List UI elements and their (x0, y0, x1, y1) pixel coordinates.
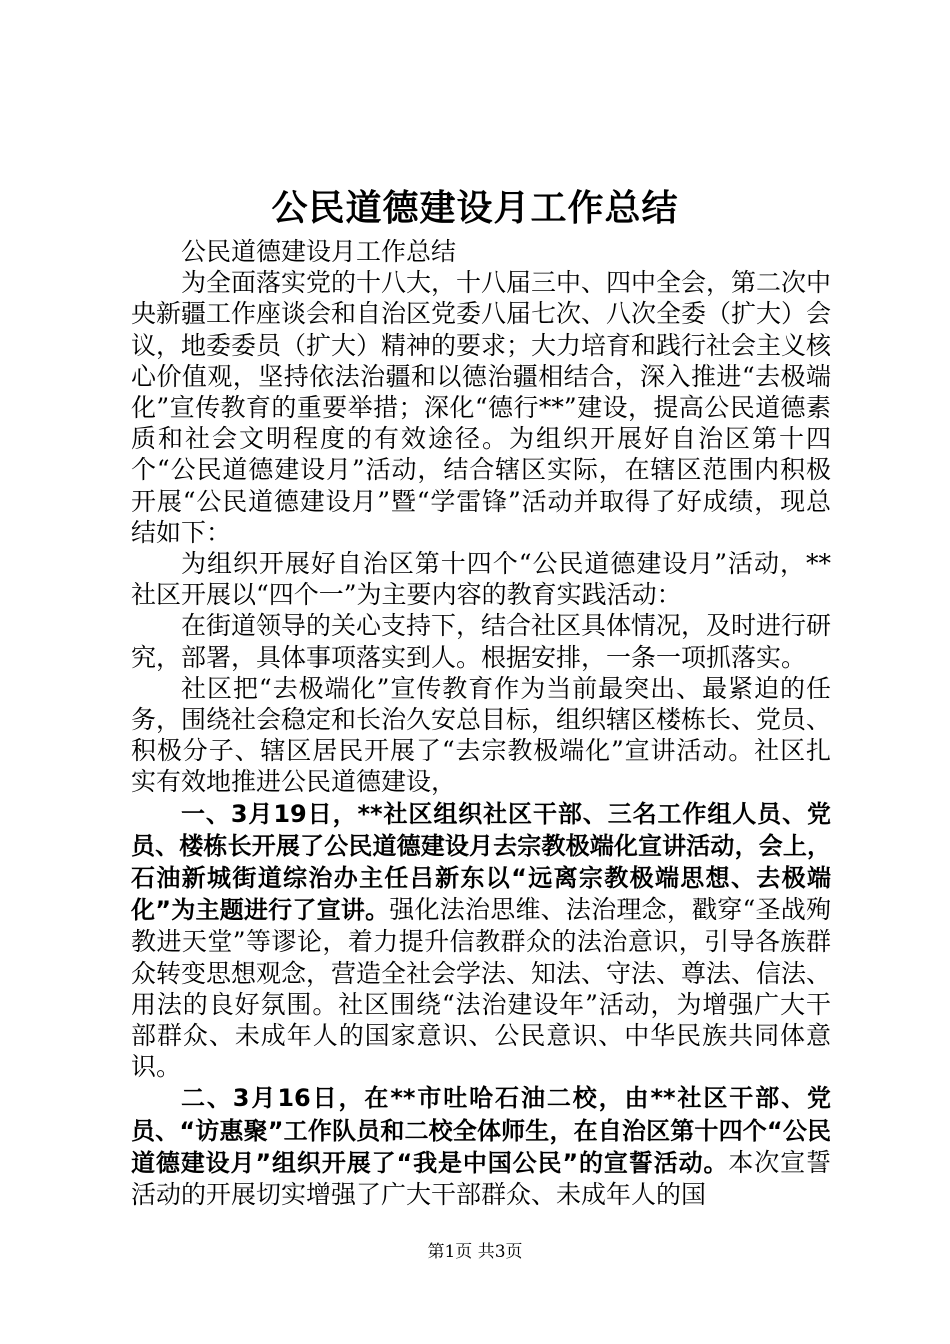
item-one-heading: 一、3月19日，**社区组织社区干部、三名工作组人员、党员、楼栋长开展了公民道德建设月去宗教极端化宣讲活动，会上，石油新城街道综治办主任吕新东以“远离宗教极端思想、去极端化”为主题进行了宣讲。 (131, 799, 831, 925)
body-paragraph-item-one (131, 798, 831, 1083)
item-two-heading: 二、3月16日，在**市吐哈石油二校，由**社区干部、党员、“访惠聚”工作队员和二校全体师生，在自治区第十四个“公民道德建设月”组织开展了“我是中国公民”的宣誓活动。 (131, 1084, 831, 1177)
item-one-text: 强化法治思维、法治理念，戳穿“圣战殉教进天堂”等谬论，着力提升信教群众的法治意识，引导各族群众转变思想观念，营造全社会学法、知法、守法、尊法、信法、用法的良好氛围。社区围绕“法治建设年”活动，为增强广大干部群众、未成年人的国家意识、公民意识、中华民族共同体意识。 (131, 895, 832, 1082)
document-body (131, 236, 831, 1210)
body-paragraph-item-two (131, 1082, 831, 1210)
body-paragraph-activity: 为组织开展好自治区第十四个“公民道德建设月”活动，**社区开展以“四个一”为主要内容的教育实践活动： (131, 549, 831, 610)
item-two-text: 本次宣誓活动的开展切实增强了广大干部群众、未成年人的国 (131, 1147, 831, 1210)
document-title: 公民道德建设月工作总结 (271, 187, 679, 229)
body-paragraph-deradicalization: 社区把“去极端化”宣传教育作为当前最突出、最紧迫的任务，围绕社会稳定和长治久安总目标，组织辖区楼栋长、党员、积极分子、辖区居民开展了“去宗教极端化”宣讲活动。社区扎实有效地推进公民道德建设， (131, 673, 832, 797)
body-paragraph-support: 在街道领导的关心支持下，结合社区具体情况，及时进行研究，部署，具体事项落实到人。根据安排，一条一项抓落实。 (131, 611, 832, 672)
page-footer: 第1页 共3页 (427, 1242, 523, 1262)
body-paragraph-subtitle: 公民道德建设月工作总结 (181, 237, 457, 266)
body-paragraph-intro: 为全面落实党的十八大，十八届三中、四中全会，第二次中央新疆工作座谈会和自治区党委八届七次、八次全委（扩大）会议，地委委员（扩大）精神的要求；大力培育和践行社会主义核心价值观，坚持依法治疆和以德治疆相结合，深入推进“去极端化”宣传教育的重要举措；深化“德行**”建设，提高公民道德素质和社会文明程度的有效途径。为组织开展好自治区第十四个“公民道德建设月”活动，结合辖区实际，在辖区范围内积极开展“公民道德建设月”暨“学雷锋”活动并取得了好成绩，现总结如下： (131, 268, 832, 547)
